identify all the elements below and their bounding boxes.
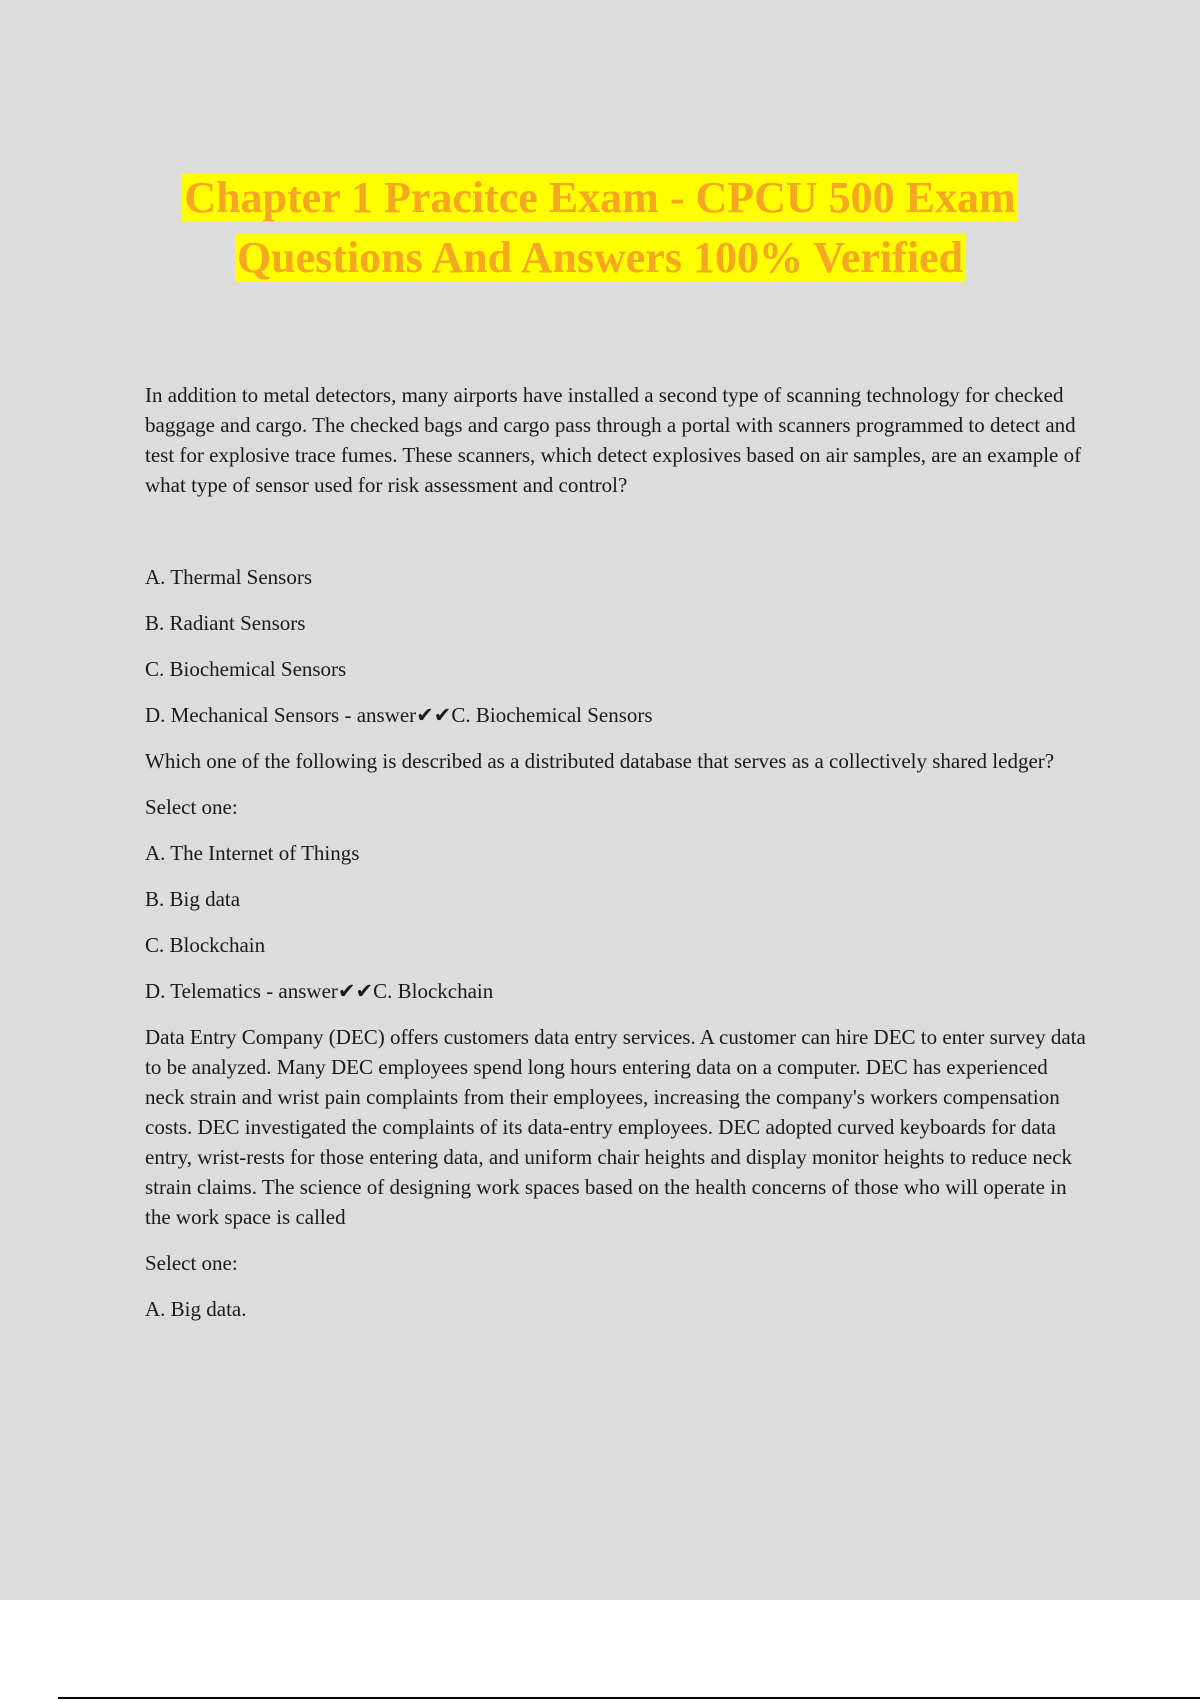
question-3-option-a: A. Big data.	[145, 1297, 247, 1321]
question-1-option-a: A. Thermal Sensors	[145, 565, 313, 589]
question-2-option-d-answer: D. Telematics - answer✔✔C. Blockchain	[145, 979, 494, 1003]
question-2-option-c: C. Blockchain	[145, 933, 266, 957]
question-1-option-c: C. Biochemical Sensors	[145, 657, 347, 681]
question-3-prompt: Select one:	[145, 1251, 238, 1275]
question-2-option-b: B. Big data	[145, 887, 241, 911]
question-3-text: Data Entry Company (DEC) offers customers data entry services. A customer can hire DEC to enter survey data to be analyzed. Many DEC employees spend long hours entering data on a computer. DEC has experienced neck strain and wrist pain complaints from their employees, increasing the company's workers compensation costs. DEC investigated the complaints of its data-entry employees. DEC adopted curved keyboards for data entry, wrist-rests for those entering data, and uniform chair heights and display monitor heights to reduce neck strain claims. The science of designing work spaces based on the health concerns of those who will operate in the work space is called	[145, 1025, 1086, 1229]
question-1-text: In addition to metal detectors, many airports have installed a second type of scanning technology for checked baggage and cargo. The checked bags and cargo pass through a portal with scanners programmed to detect and test for explosive trace fumes. These scanners, which detect explosives based on air samples, are an example of what type of sensor used for risk assessment and control?	[145, 383, 1082, 497]
page-footer-rule	[58, 1697, 1200, 1699]
title-line-1: Chapter 1 Pracitce Exam - CPCU 500 Exam	[184, 173, 1016, 222]
question-2-prompt: Select one:	[145, 795, 238, 819]
question-1-option-b: B. Radiant Sensors	[145, 611, 306, 635]
question-2-option-a: A. The Internet of Things	[145, 841, 360, 865]
document-title	[0, 168, 1200, 288]
title-line-2: Questions And Answers 100% Verified	[236, 233, 964, 282]
question-2-text: Which one of the following is described as a distributed database that serves as a collectively shared ledger?	[145, 749, 1055, 773]
document-body	[145, 380, 1090, 1340]
question-1-option-d-answer: D. Mechanical Sensors - answer✔✔C. Biochemical Sensors	[145, 703, 653, 727]
